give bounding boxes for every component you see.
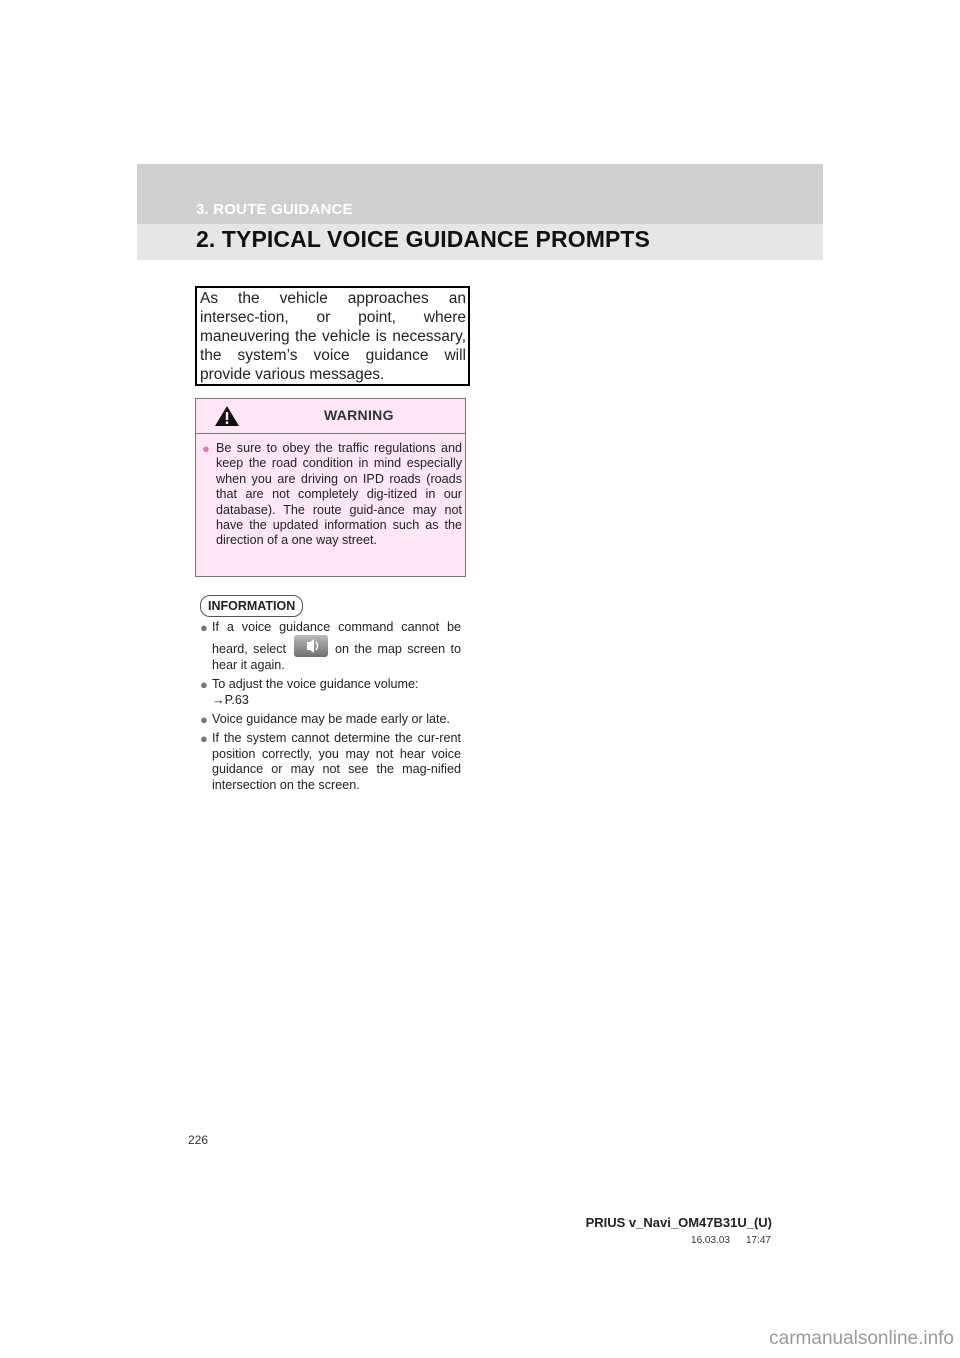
warning-item: [202, 441, 462, 549]
bullet-icon: ●: [200, 712, 208, 728]
info-item: [200, 731, 461, 793]
warning-header: [196, 399, 465, 434]
info-text: on the map screen to hear it again.: [212, 642, 462, 672]
print-stamp: [691, 1235, 771, 1246]
intro-box: [195, 286, 470, 386]
bullet-icon: ●: [202, 441, 210, 456]
voice-repeat-icon: [294, 635, 328, 657]
watermark: carmanualsonline.info: [769, 1328, 954, 1349]
info-item: [200, 677, 461, 708]
info-text: Voice guidance may be made early or late.: [212, 712, 451, 727]
bullet-icon: ●: [200, 620, 208, 635]
information-list: [200, 620, 461, 797]
page-title: 2. TYPICAL VOICE GUIDANCE PROMPTS: [196, 226, 650, 252]
warning-text: Be sure to obey the traffic regulations and keep the road condition in mind especially when you are driving on IPD roads (roads that are not completely dig-itized in our database). The route guid-ance may not have the updated information such as the direction of a one way street.: [216, 441, 462, 548]
intro-text: As the vehicle approaches an intersec-tion, or point, where maneuvering the vehicle is necessary, the system’s voice guidance will provide various messages.: [200, 290, 466, 383]
information-badge: INFORMATION: [200, 595, 303, 617]
info-item: [200, 712, 461, 727]
info-text: To adjust the voice guidance volume:: [212, 677, 419, 692]
info-item: [200, 620, 461, 673]
info-text: If a voice guidance command cannot be heard, select: [212, 620, 461, 657]
warning-triangle-icon: [214, 405, 240, 427]
document-id: PRIUS v_Navi_OM47B31U_(U): [585, 1215, 772, 1230]
warning-box: [195, 398, 466, 577]
print-time: 17:47: [745, 1235, 771, 1246]
bullet-icon: ●: [200, 677, 208, 693]
bullet-icon: ●: [200, 731, 208, 747]
info-text: If the system cannot determine the cur-rent position correctly, you may not hear voice guidance or may not see the mag-nified intersection on the screen.: [212, 731, 461, 792]
warning-label: WARNING: [324, 407, 394, 423]
page-number: 226: [188, 1133, 209, 1147]
page-reference: →P.63: [212, 692, 249, 707]
section-label: 3. ROUTE GUIDANCE: [196, 201, 353, 218]
print-date: 16.03.03: [691, 1235, 730, 1246]
